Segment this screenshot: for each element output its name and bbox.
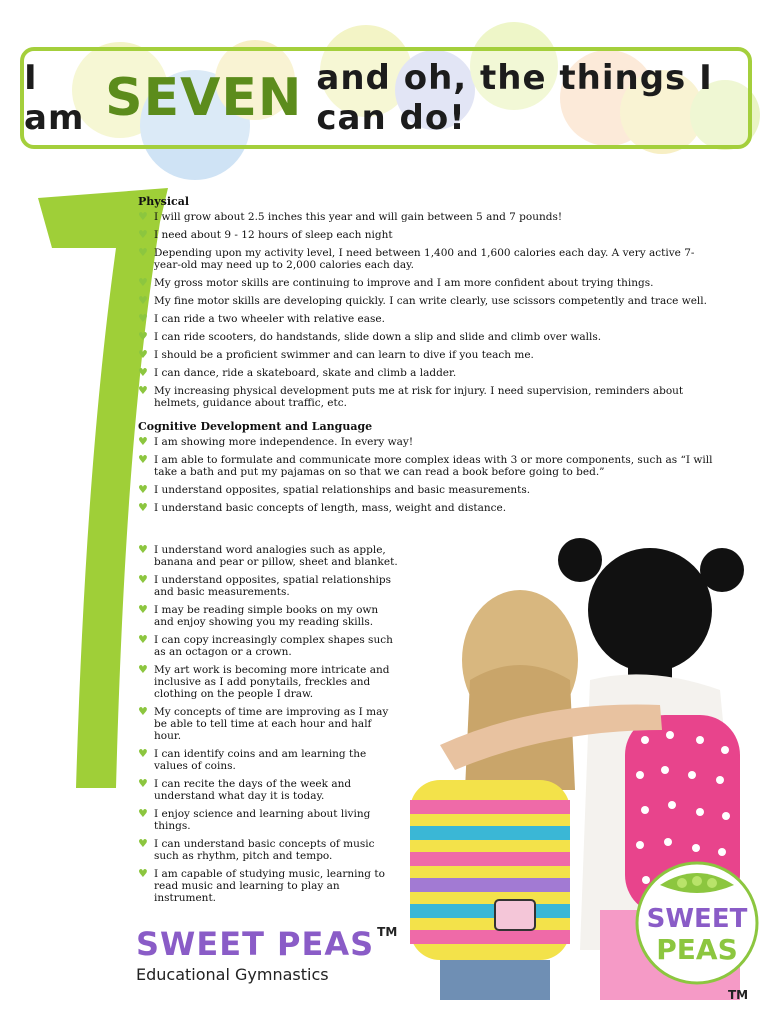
badge-line2: PEAS [656, 933, 738, 966]
list-item: ♥ I can copy increasingly complex shapes such as an octagon or a crown. [138, 633, 393, 658]
physical-list [138, 211, 718, 409]
cognitive-title: Cognitive Development and Language [138, 420, 373, 433]
cognitive-list-continued [138, 544, 400, 910]
list-item: ♥ I will grow about 2.5 inches this year and will gain between 5 and 7 pounds! [138, 210, 563, 223]
list-item: ♥ I enjoy science and learning about living things. [138, 807, 371, 832]
title-banner [20, 47, 752, 149]
badge-line1: SWEET [646, 904, 748, 934]
list-item: ♥ I am showing more independence. In every way! [138, 435, 414, 448]
heart-icon: ♥ [138, 453, 148, 466]
list-item: ♥ My increasing physical development puts me at risk for injury. I need supervision, reminders about helmets, guidance about traffic, etc. [138, 384, 684, 409]
heart-icon: ♥ [138, 807, 148, 820]
heart-icon: ♥ [138, 228, 148, 241]
list-item: ♥ I should be a proficient swimmer and can learn to dive if you teach me. [138, 348, 534, 361]
brand-name: SWEET PEAS [136, 925, 375, 963]
heart-icon: ♥ [138, 294, 148, 307]
heart-icon: ♥ [138, 384, 148, 397]
banner-part3: and oh, the things I can do! [316, 58, 713, 138]
badge-tm: TM [728, 988, 749, 1002]
brand-subtitle: Educational Gymnastics [136, 965, 329, 984]
heart-icon: ♥ [138, 663, 148, 676]
heart-icon: ♥ [138, 777, 148, 790]
list-item: ♥ My art work is becoming more intricate and inclusive as I add ponytails, freckles and clothing on the people I draw. [138, 663, 390, 700]
list-item: ♥ Depending upon my activity level, I need between 1,400 and 1,600 calories each day. A very active 7-year-old may need up to 2,000 calories each day. [138, 246, 695, 271]
list-item: ♥ My concepts of time are improving as I may be able to tell time at each hour and half hour. [138, 705, 389, 742]
list-item: ♥ My gross motor skills are continuing to improve and I am more confident about trying things. [138, 276, 654, 289]
heart-icon: ♥ [138, 633, 148, 646]
heart-icon: ♥ [138, 312, 148, 325]
list-item: ♥ I understand basic concepts of length, mass, weight and distance. [138, 501, 507, 514]
sweet-peas-badge [632, 855, 762, 985]
heart-icon: ♥ [138, 348, 148, 361]
heart-icon: ♥ [138, 573, 148, 586]
heart-icon: ♥ [138, 837, 148, 850]
heart-icon: ♥ [138, 867, 148, 880]
brand-logo [136, 925, 397, 984]
heart-icon: ♥ [138, 276, 148, 289]
list-item: ♥ I understand opposites, spatial relationships and basic measurements. [138, 483, 531, 496]
physical-title: Physical [138, 195, 190, 208]
banner-part1: I am [24, 58, 85, 138]
list-item: ♥ I may be reading simple books on my own and enjoy showing you my reading skills. [138, 603, 379, 628]
list-item: ♥ I can ride a two wheeler with relative ease. [138, 312, 385, 325]
heart-icon: ♥ [138, 543, 148, 556]
heart-icon: ♥ [138, 747, 148, 760]
banner-seven: SEVEN [105, 68, 303, 128]
brand-tm: TM [377, 925, 398, 939]
list-item: ♥ I can identify coins and am learning the values of coins. [138, 747, 367, 772]
heart-icon: ♥ [138, 210, 148, 223]
list-item: ♥ I need about 9 - 12 hours of sleep each night [138, 228, 393, 241]
heart-icon: ♥ [138, 366, 148, 379]
heart-icon: ♥ [138, 483, 148, 496]
heart-icon: ♥ [138, 435, 148, 448]
list-item: ♥ I can understand basic concepts of music such as rhythm, pitch and tempo. [138, 837, 375, 862]
list-item: ♥ I can ride scooters, do handstands, slide down a slip and slide and climb over walls. [138, 330, 602, 343]
heart-icon: ♥ [138, 501, 148, 514]
list-item: ♥ I understand opposites, spatial relationships and basic measurements. [138, 573, 392, 598]
list-item: ♥ I am capable of studying music, learning to read music and learning to play an instrument. [138, 867, 385, 904]
list-item: ♥ I can dance, ride a skateboard, skate and climb a ladder. [138, 366, 457, 379]
heart-icon: ♥ [138, 330, 148, 343]
heart-icon: ♥ [138, 603, 148, 616]
list-item: ♥ My fine motor skills are developing quickly. I can write clearly, use scissors competently and trace well. [138, 294, 707, 307]
heart-icon: ♥ [138, 705, 148, 718]
list-item: ♥ I understand word analogies such as apple, banana and pear or pillow, sheet and blanket. [138, 543, 398, 568]
list-item: ♥ I am able to formulate and communicate more complex ideas with 3 or more components, such as “I will take a bath and put my pajamas on so that we can read a book before going to bed.” [138, 453, 713, 478]
list-item: ♥ I can recite the days of the week and understand what day it is today. [138, 777, 352, 802]
cognitive-list [138, 436, 718, 514]
main-content [138, 196, 718, 520]
heart-icon: ♥ [138, 246, 148, 259]
